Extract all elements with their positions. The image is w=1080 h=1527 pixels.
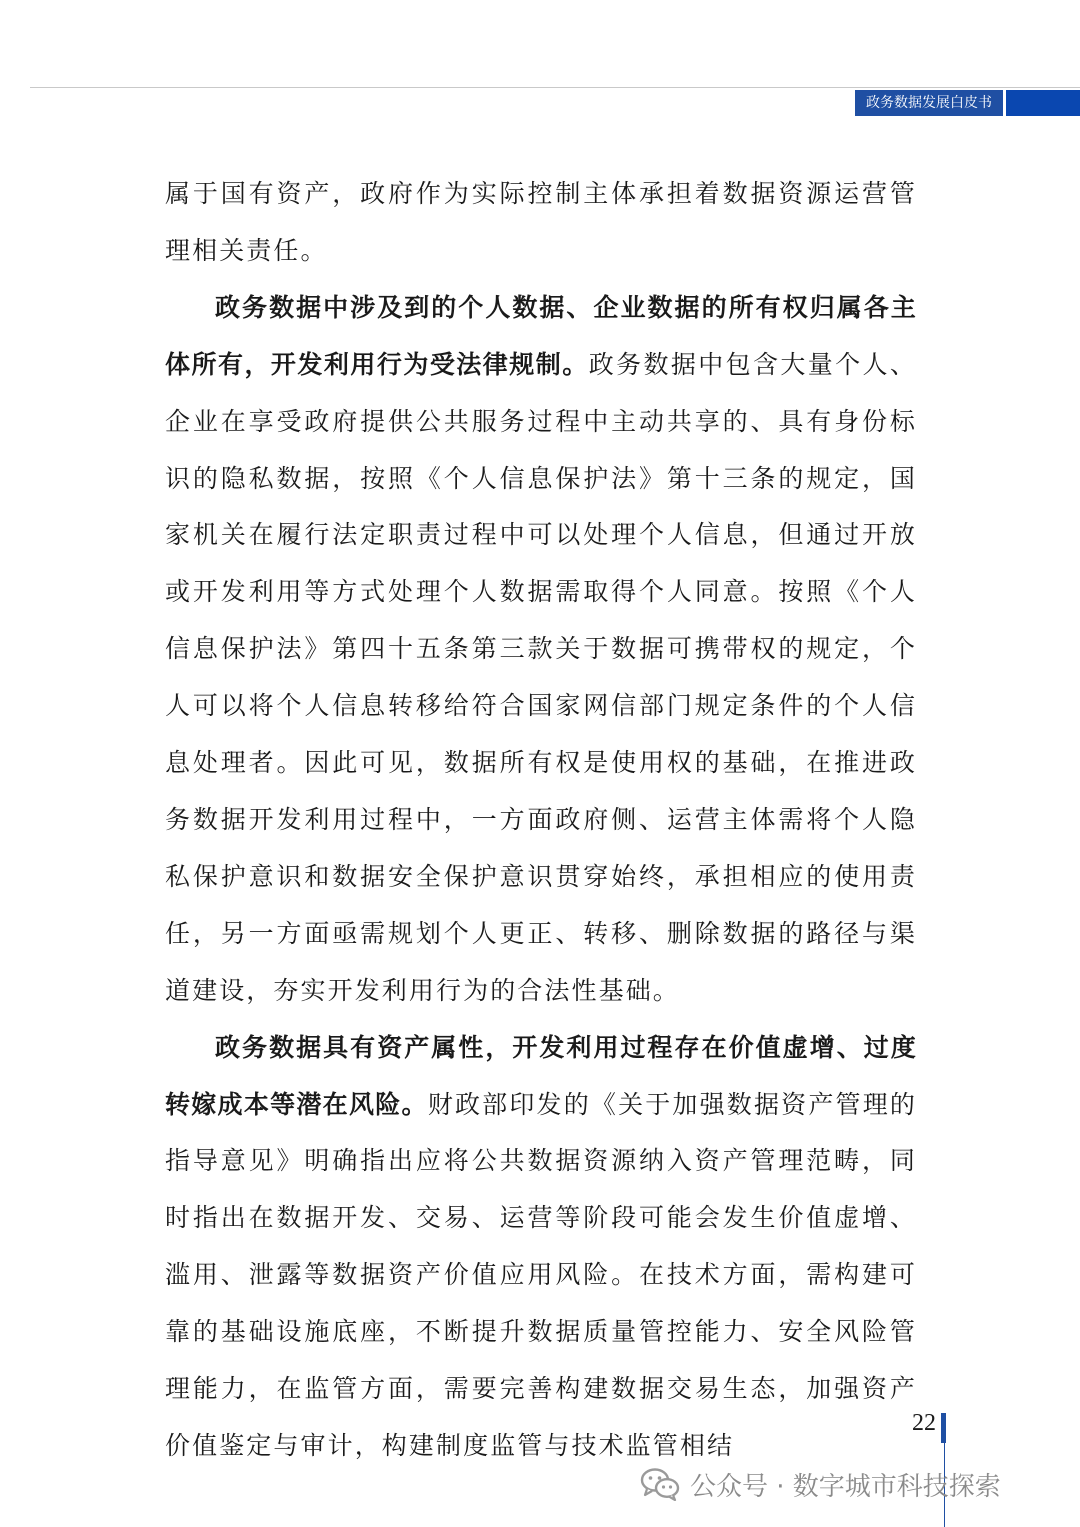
wechat-icon [640, 1467, 680, 1501]
watermark [640, 1464, 1001, 1504]
paragraph-3 [165, 1020, 917, 1475]
document-title: 政务数据发展白皮书 [855, 90, 1003, 116]
watermark-text: 公众号 · 数字城市科技探索 [690, 1471, 1001, 1502]
page-body [165, 166, 917, 1475]
paragraph-2-text: 政务数据中包含大量个人、企业在享受政府提供公共服务过程中主动共享的、具有身份标识的隐私数据，按照《个人信息保护法》第十三条的规定，国家机关在履行法定职责过程中可以处理个人信息，但通过开放或开发利用等方式处理个人数据需取得个人同意。按照《个人信息保护法》第四十五条第三款关于数据可携带权的规定，个人可以将个人信息转移给符合国家网信部门规定条件的个人信息处理者。因此可见，数据所有权是使用权的基础，在推进政务数据开发利用过程中，一方面政府侧、运营主体需将个人隐私保护意识和数据安全保护意识贯穿始终，承担相应的使用责任，另一方面亟需规划个人更正、转移、删除数据的路径与渠道建设，夯实开发利用行为的合法性基础。 [165, 349, 917, 1005]
paragraph-1: 属于国有资产，政府作为实际控制主体承担着数据资源运营管理相关责任。 [165, 179, 917, 265]
paragraph-2 [165, 280, 917, 1020]
paragraph-3-lead: 政务数据具有资产属性，开发利用过程存在价值虚增、过度转嫁成本等潜在风险。 [165, 1032, 917, 1119]
page-number-rule [941, 1413, 946, 1443]
header-accent-block [1006, 90, 1080, 116]
header-rule [30, 87, 1080, 88]
header-banner [855, 90, 1080, 116]
paragraph-3-text: 财政部印发的《关于加强数据资产管理的指导意见》明确指出应将公共数据资源纳入资产管理范畴，同时指出在数据开发、交易、运营等阶段可能会发生价值虚增、滥用、泄露等数据资产价值应用风险。在技术方面，需构建可靠的基础设施底座，不断提升数据质量管控能力、安全风险管理能力，在监管方面，需要完善构建数据交易生态，加强资产价值鉴定与审计，构建制度监管与技术监管相结 [165, 1089, 917, 1460]
paragraph-2-lead: 政务数据中涉及到的个人数据、企业数据的所有权归属各主体所有，开发利用行为受法律规制。 [165, 292, 917, 379]
page-number: 22 [912, 1410, 936, 1436]
